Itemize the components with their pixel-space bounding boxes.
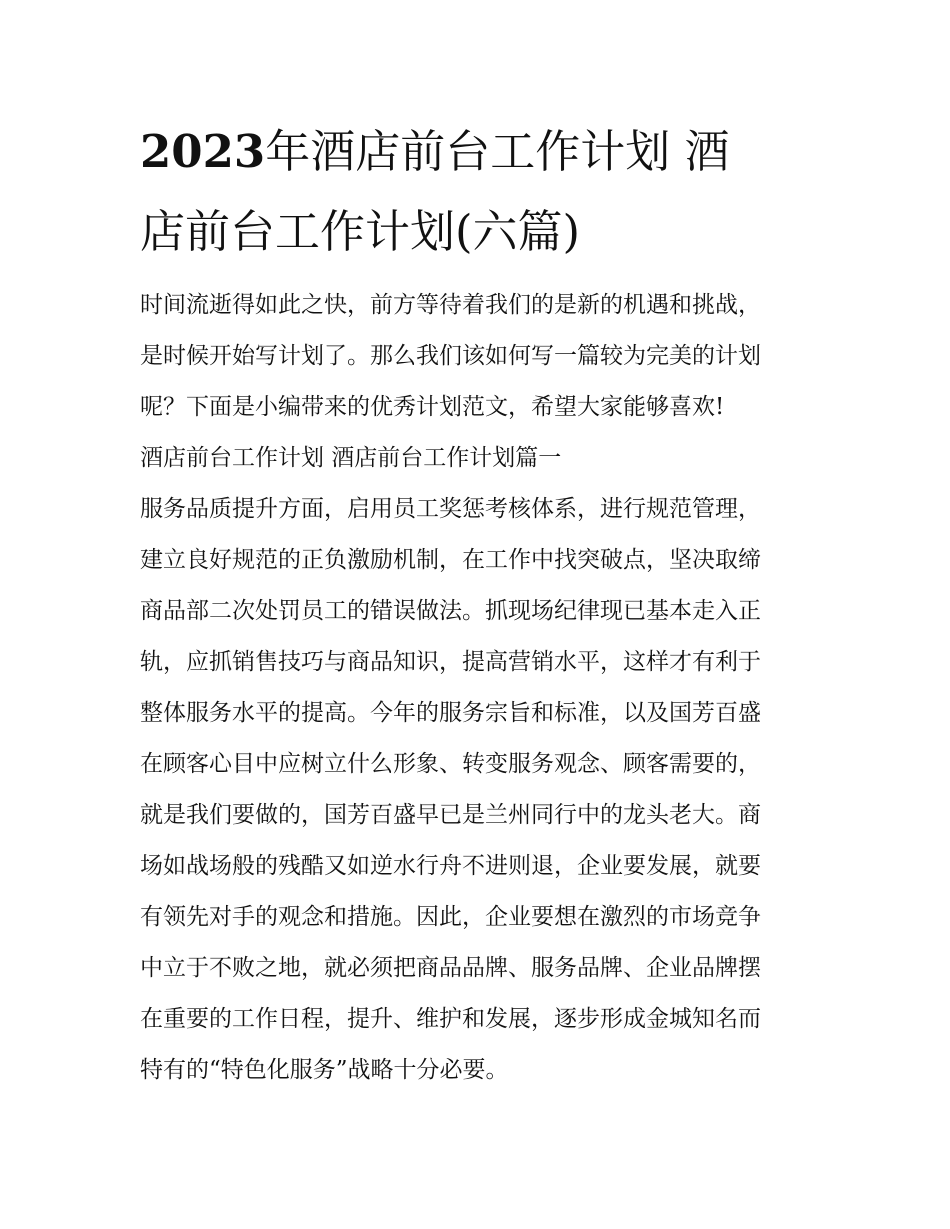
intro-line: 时间流逝得如此之快，前方等待着我们的是新的机遇和挑战，	[140, 292, 761, 318]
title-line-1: 年酒店前台工作计划 酒	[265, 125, 730, 178]
body-line: 场如战场般的残酷又如逆水行舟不进则退，企业要发展，就要	[140, 853, 761, 879]
intro-line: 是时候开始写计划了。那么我们该如何写一篇较为完美的计划	[140, 343, 761, 369]
document-title	[140, 112, 820, 272]
body-line: 有领先对手的观念和措施。因此，企业要想在激烈的市场竞争	[140, 904, 761, 930]
title-year: 2023	[140, 125, 266, 178]
document-content	[140, 112, 820, 1096]
body-line: 在顾客心目中应树立什么形象、转变服务观念、顾客需要的，	[140, 751, 761, 777]
body-line: 特有的“特色化服务”战略十分必要。	[140, 1057, 509, 1083]
body-line: 轨，应抓销售技巧与商品知识，提高营销水平，这样才有利于	[140, 649, 761, 675]
body-line: 中立于不败之地，就必须把商品品牌、服务品牌、企业品牌摆	[140, 955, 761, 981]
title-line-2: 店前台工作计划(六篇)	[140, 205, 581, 258]
body-line: 整体服务水平的提高。今年的服务宗旨和标准，以及国芳百盛	[140, 700, 761, 726]
body-line: 服务品质提升方面，启用员工奖惩考核体系，进行规范管理，	[140, 496, 761, 522]
intro-line: 呢？下面是小编带来的优秀计划范文，希望大家能够喜欢!	[140, 394, 725, 420]
body-paragraph	[140, 484, 820, 1096]
body-line: 在重要的工作日程，提升、维护和发展，逐步形成金城知名而	[140, 1006, 761, 1032]
body-line: 建立良好规范的正负激励机制，在工作中找突破点，坚决取缔	[140, 547, 761, 573]
body-line: 就是我们要做的，国芳百盛早已是兰州同行中的龙头老大。商	[140, 802, 761, 828]
intro-paragraph	[140, 280, 820, 433]
body-line: 商品部二次处罚员工的错误做法。抓现场纪律现已基本走入正	[140, 598, 761, 624]
section-heading: 酒店前台工作计划 酒店前台工作计划篇一	[140, 445, 562, 471]
